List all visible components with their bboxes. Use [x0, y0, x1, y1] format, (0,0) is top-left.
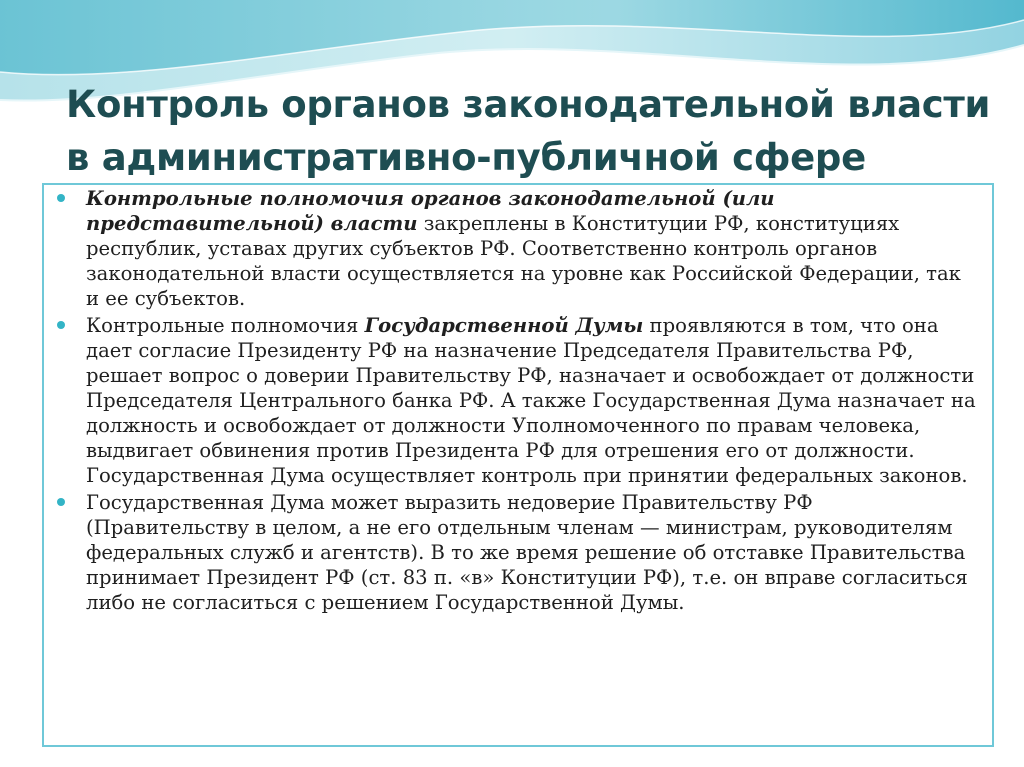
bullet-text: Контрольные полномочия [86, 314, 365, 337]
bullet-text: проявляются в том, что она дает согласие Президенту РФ на назначение Председателя Правительства РФ, решает вопрос о доверии Правительству РФ, назначает и освобождает от должности Председателя Центрального банка РФ. А также Государственная Дума назначает на должность и освобождает от должности Уполномоченного по правам человека, выдвигает обвинения против Президента РФ для отрешения его от должности. Государственная Дума осуществляет контроль при принятии федеральных законов. [86, 314, 976, 487]
bullet-dot-icon [57, 194, 65, 202]
list-item [56, 490, 978, 615]
bullet-text: закреплены в Конституции РФ, конституциях республик, уставах других субъектов РФ. Соответственно контроль органов законодательной власти осуществляется на уровне как Российской Федерации, так и ее субъектов. [86, 212, 961, 310]
bullet-list [56, 186, 978, 617]
slide-title: Контроль органов законодательной власти в административно-публичной сфере [66, 83, 991, 179]
bullet-dot-icon [57, 498, 65, 506]
bullet-emphasis: Государственной Думы [364, 314, 644, 337]
bullet-text: Государственная Дума может выразить недоверие Правительству РФ (Правительству в целом, а не его отдельным членам — министрам, руководителям федеральных служб и агентств). В то же время решение об отставке Правительства принимает Президент РФ (ст. 83 п. «в» Конституции РФ), т.е. он вправе согласиться либо не согласиться с решением Государственной Думы. [86, 491, 968, 614]
list-item [56, 186, 978, 311]
bullet-emphasis: Контрольные полномочия органов законодательной (или представительной) власти [86, 187, 775, 235]
list-item [56, 313, 978, 488]
bullet-dot-icon [57, 321, 65, 329]
